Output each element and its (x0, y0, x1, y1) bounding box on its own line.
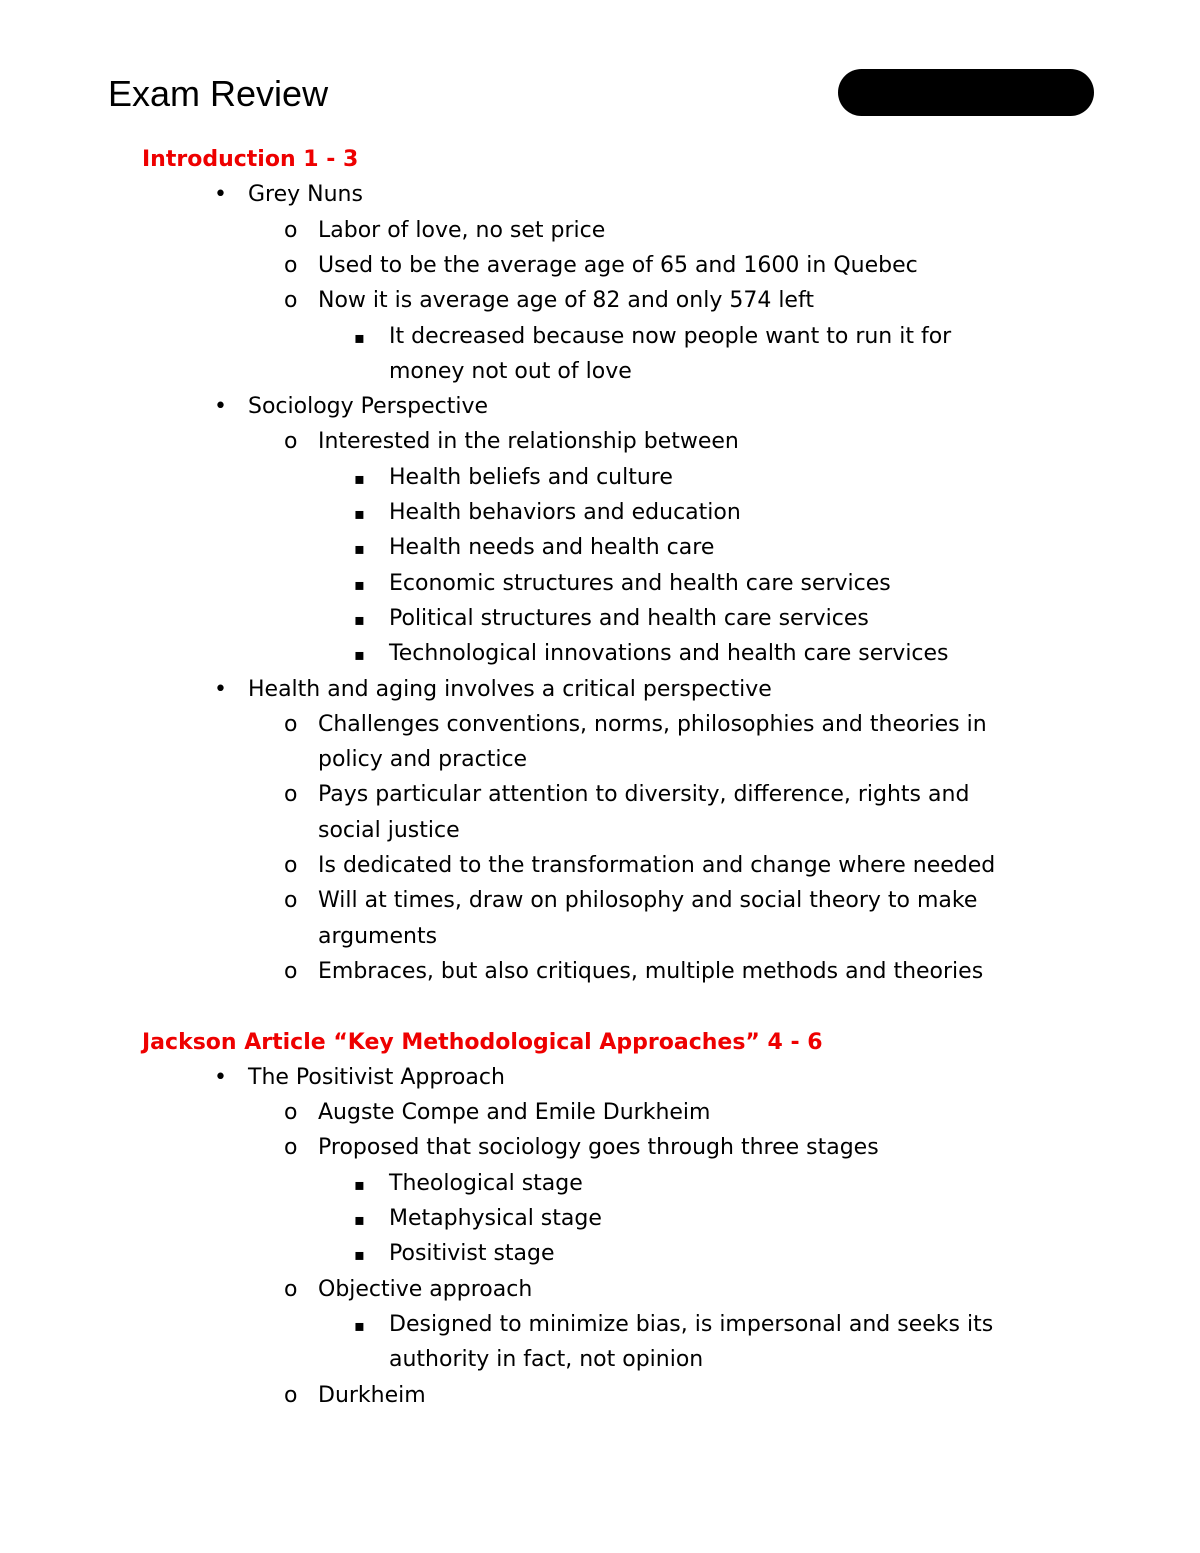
bullet-marker: ▪ (354, 609, 365, 629)
list-item-text: Health and aging involves a critical perspective (248, 676, 772, 702)
bullet-marker: o (284, 853, 298, 878)
list-item-text: Durkheim (318, 1382, 426, 1408)
bullet-marker: o (284, 711, 298, 737)
bullet-marker: o (284, 958, 298, 984)
page-title: Exam Review (108, 73, 329, 114)
list-item-text: policy and practice (318, 747, 528, 773)
list-item-text: Designed to minimize bias, is impersonal and seeks its (389, 1311, 994, 1337)
bullet-marker: o (284, 1100, 298, 1126)
bullet-marker: ▪ (354, 1174, 365, 1194)
bullet-marker: ▪ (354, 1210, 365, 1229)
list-item-text: Political structures and health care services (389, 605, 869, 631)
list-item-text: Theological stage (389, 1170, 583, 1196)
list-item-text: Metaphysical stage (389, 1206, 602, 1231)
bullet-marker: o (284, 1382, 298, 1408)
bullet-marker: ▪ (354, 468, 365, 488)
section-heading: Introduction 1 - 3 (142, 147, 359, 172)
bullet-marker: o (284, 1135, 298, 1161)
list-item-text: Embraces, but also critiques, multiple methods and theories (318, 958, 984, 984)
bullet-marker: ▪ (354, 504, 365, 523)
list-item-text: Will at times, draw on philosophy and social theory to make (318, 888, 978, 914)
list-item-text: Now it is average age of 82 and only 574 left (318, 288, 814, 314)
bullet-marker: o (284, 288, 298, 314)
list-item-text: Augste Compe and Emile Durkheim (318, 1100, 711, 1126)
list-item-text: It decreased because now people want to run it for (389, 323, 952, 349)
section-heading: Jackson Article “Key Methodological Approaches” 4 - 6 (142, 1029, 823, 1055)
bullet-marker: • (214, 676, 227, 702)
list-item-text: arguments (318, 923, 438, 949)
bullet-marker: ▪ (354, 327, 365, 347)
list-item-text: Technological innovations and health care services (389, 641, 949, 667)
bullet-marker: • (214, 182, 227, 208)
bullet-marker: o (284, 1276, 298, 1302)
list-item-text: Grey Nuns (248, 182, 363, 208)
list-item-text: Is dedicated to the transformation and change where needed (318, 853, 996, 878)
list-item-text: Labor of love, no set price (318, 217, 606, 243)
bullet-marker: ▪ (354, 1315, 365, 1335)
list-item-text: Health behaviors and education (389, 500, 741, 525)
list-item-text: Challenges conventions, norms, philosophies and theories in (318, 711, 987, 737)
list-item-text: authority in fact, not opinion (389, 1347, 704, 1373)
bullet-marker: ▪ (354, 574, 365, 594)
list-item-text: Sociology Perspective (248, 394, 489, 420)
bullet-marker: • (214, 394, 227, 420)
bullet-marker: ▪ (354, 1245, 365, 1265)
bullet-marker: ▪ (354, 645, 365, 665)
list-item-text: money not out of love (389, 358, 632, 384)
bullet-marker: ▪ (354, 539, 365, 559)
list-item-text: Economic structures and health care services (389, 570, 891, 596)
bullet-marker: • (214, 1064, 227, 1090)
list-item-text: Objective approach (318, 1276, 533, 1302)
bullet-marker: o (284, 429, 298, 455)
bullet-marker: o (284, 782, 298, 808)
bullet-marker: o (284, 252, 298, 278)
list-item-text: Positivist stage (389, 1241, 555, 1267)
redaction-mark (838, 69, 1094, 116)
list-item-text: Health beliefs and culture (389, 464, 673, 490)
list-item-text: The Positivist Approach (248, 1064, 505, 1090)
list-item-text: Used to be the average age of 65 and 1600 in Quebec (318, 252, 918, 278)
list-item-text: Proposed that sociology goes through three stages (318, 1135, 879, 1161)
bullet-marker: o (284, 217, 298, 243)
bullet-marker: o (284, 888, 298, 914)
list-item-text: Interested in the relationship between (318, 429, 739, 455)
list-item-text: social justice (318, 817, 460, 843)
list-item-text: Pays particular attention to diversity, difference, rights and (318, 782, 970, 808)
list-item-text: Health needs and health care (389, 535, 715, 561)
